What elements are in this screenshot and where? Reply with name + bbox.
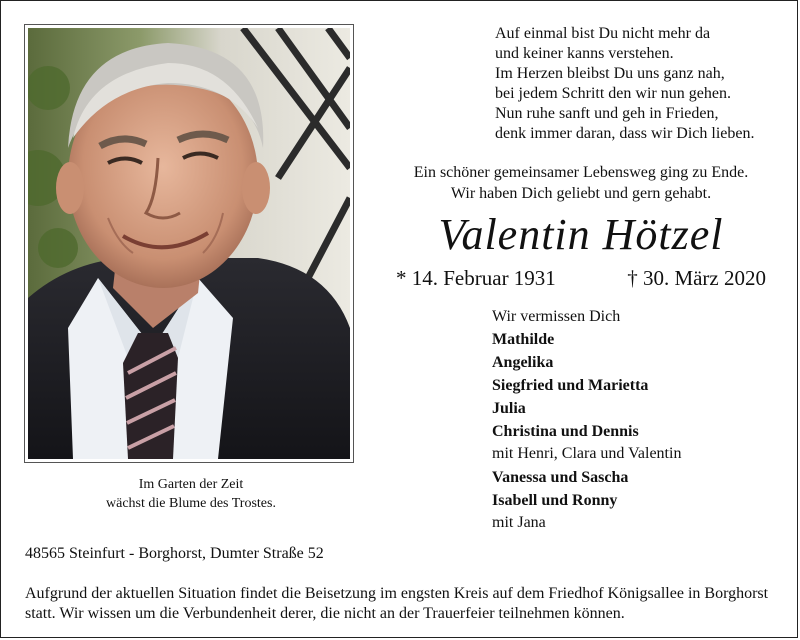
mourner-children: mit Henri, Clara und Valentin [492,445,682,462]
poem-line: und keiner kanns verstehen. [495,45,674,62]
death-date: † 30. März 2020 [627,266,766,290]
life-line: Wir haben Dich geliebt und gern gehabt. [450,185,712,202]
deceased-name: Valentin Hötzel [438,210,724,259]
poem [495,24,754,144]
mourner-name: Mathilde [492,331,555,348]
life-statement [371,162,791,204]
mourner-name: Christina und Dennis [492,423,639,440]
mourner-children: mit Jana [492,514,546,531]
mourner-name: Angelika [492,354,554,371]
consolation-quote [71,475,311,513]
quote-line: Im Garten der Zeit [138,477,244,492]
portrait-photo [24,24,354,463]
mourner-name: Isabell und Ronny [492,492,618,509]
mourner-name: Siegfried und Marietta [492,377,649,394]
family-intro: Wir vermissen Dich [492,308,621,325]
quote-line: wächst die Blume des Trostes. [106,496,276,511]
mourner-name: Vanessa und Sascha [492,469,629,486]
poem-line: Auf einmal bist Du nicht mehr da [495,25,711,42]
poem-line: Nun ruhe sanft und geh in Frieden, [495,105,719,122]
address: 48565 Steinfurt - Borghorst, Dumter Straße 52 [25,545,324,562]
poem-line: denk immer daran, dass wir Dich lieben. [495,125,755,142]
life-line: Ein schöner gemeinsamer Lebensweg ging zu Ende. [413,164,749,181]
mourner-name: Julia [492,400,526,417]
portrait-image [28,28,350,459]
funeral-notice: Aufgrund der aktuellen Situation findet die Beisetzung im engsten Kreis auf dem Friedhof Königsallee in Borghorst statt. Wir wissen um die Verbundenheit derer, die nicht an der Trauerfeier teilnehmen können. [25,585,769,622]
mourners-list [492,305,681,535]
poem-line: bei jedem Schritt den wir nun gehen. [495,85,731,102]
birth-date: * 14. Februar 1931 [396,266,556,290]
poem-line: Im Herzen bleibst Du uns ganz nah, [495,65,725,82]
life-dates [396,265,766,291]
